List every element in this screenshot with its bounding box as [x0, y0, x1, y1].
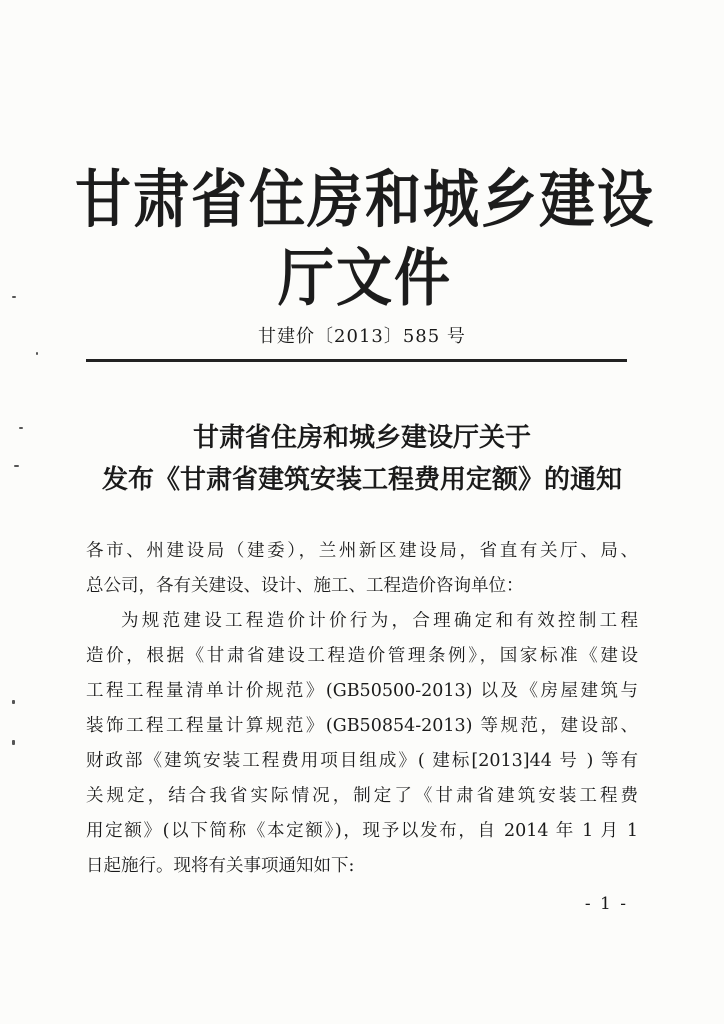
- notice-title-line-1: 甘肃省住房和城乡建设厅关于: [192, 423, 531, 453]
- notice-title-line-2: 发布《甘肃省建筑安装工程费用定额》的通知: [101, 465, 622, 495]
- addressee-line: 各市、州建设局（建委），兰州新区建设局，省直有关厅、局、: [86, 541, 638, 561]
- paragraph-line: 日起施行。现将有关事项通知如下:: [86, 856, 355, 876]
- document-number: 甘建价〔2013〕585 号: [258, 326, 466, 347]
- scan-speck: [19, 427, 23, 429]
- scan-speck: [36, 352, 38, 355]
- page-number: - 1 -: [584, 894, 628, 914]
- paragraph-line: 关规定，结合我省实际情况，制定了《甘肃省建筑安装工程费: [86, 786, 638, 806]
- paragraph-line: 用定额》(以下简称《本定额》)，现予以发布，自 2014 年 1 月 1: [86, 821, 638, 841]
- scan-speck: [14, 465, 19, 467]
- paragraph-line: 财政部《建筑安装工程费用项目组成》( 建标[2013]44 号 ) 等有: [86, 751, 638, 771]
- paragraph-line: 装饰工程工程量计算规范》(GB50854-2013) 等规范，建设部、: [86, 716, 638, 736]
- issuer-header: 甘肃省住房和城乡建设厅文件: [75, 163, 655, 316]
- paragraph-line: 造价，根据《甘肃省建设工程造价管理条例》，国家标准《建设: [86, 646, 638, 666]
- paragraph-line: 工程工程量清单计价规范》(GB50500-2013) 以及《房屋建筑与: [86, 681, 638, 701]
- paragraph-line: 为规范建设工程造价计价行为，合理确定和有效控制工程: [121, 611, 638, 631]
- header-divider: [86, 359, 627, 362]
- scan-speck: [12, 700, 15, 704]
- scan-speck: [12, 296, 16, 298]
- notice-body: [86, 534, 638, 884]
- scan-speck: [12, 740, 15, 745]
- addressee-line: 总公司，各有关建设、设计、施工、工程造价咨询单位：: [86, 576, 524, 596]
